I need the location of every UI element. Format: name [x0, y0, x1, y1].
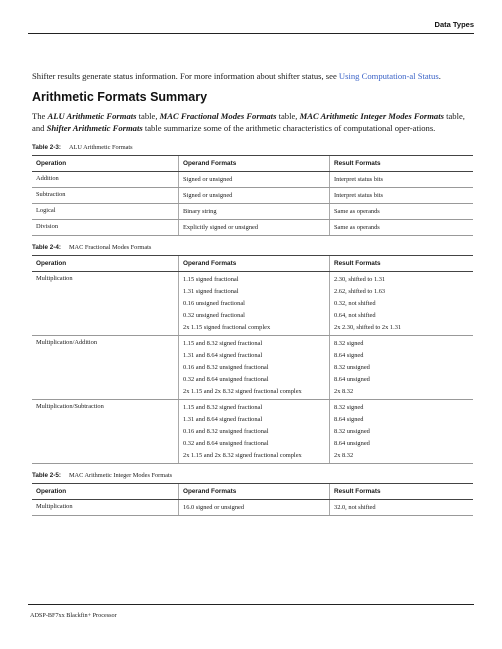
operand-format: Binary string	[183, 208, 217, 215]
computational-status-link[interactable]: Using Computation-al Status	[338, 71, 439, 81]
operation-cell: Division	[32, 220, 179, 236]
operand-format: 2x 1.15 signed fractional complex	[183, 324, 271, 331]
page-content	[32, 70, 473, 524]
operand-formats-cell	[179, 172, 330, 188]
table-caption	[32, 144, 473, 151]
operand-formats-cell	[179, 204, 330, 220]
summary-text: table, and	[32, 111, 465, 133]
table-number: Table 2-4:	[32, 244, 61, 251]
column-header: Operation	[32, 156, 179, 172]
result-format: 2x 8.32	[334, 388, 354, 395]
operation-cell: Subtraction	[32, 188, 179, 204]
table-caption	[32, 244, 473, 251]
operation-cell: Logical	[32, 204, 179, 220]
result-formats-cell	[330, 220, 474, 236]
result-format: 8.32 unsigned	[334, 428, 370, 435]
column-header: Operand Formats	[179, 156, 330, 172]
table-row	[32, 336, 473, 400]
operand-format: 16.0 signed or unsigned	[183, 504, 245, 511]
table-row	[32, 220, 473, 236]
operand-formats-cell	[179, 188, 330, 204]
operation-cell: Multiplication	[32, 272, 179, 336]
operand-formats-cell	[179, 220, 330, 236]
footer-text: ADSP-BF7xx Blackfin+ Processor	[30, 612, 117, 619]
operand-formats-cell	[179, 336, 330, 400]
table-caption	[32, 472, 473, 479]
result-formats-cell	[330, 172, 474, 188]
operand-formats-cell	[179, 272, 330, 336]
table-header-row	[32, 484, 473, 500]
result-formats-cell	[330, 500, 474, 516]
table-row	[32, 272, 473, 336]
result-format: Same as operands	[334, 208, 380, 215]
operand-format: 2x 1.15 and 2x 8.32 signed fractional complex	[183, 452, 302, 459]
operand-format: 1.15 and 8.32 signed fractional	[183, 340, 263, 347]
summary-text: table,	[276, 111, 300, 121]
column-header: Result Formats	[330, 256, 474, 272]
table-header-row	[32, 256, 473, 272]
result-format: 8.64 signed	[334, 416, 364, 423]
operand-format: Explicitly signed or unsigned	[183, 224, 259, 231]
column-header: Operation	[32, 256, 179, 272]
table-number: Table 2-3:	[32, 144, 61, 151]
result-format: 8.32 unsigned	[334, 364, 370, 371]
column-header: Operation	[32, 484, 179, 500]
operation-cell: Multiplication	[32, 500, 179, 516]
summary-text: table,	[136, 111, 160, 121]
result-format: 8.32 signed	[334, 340, 364, 347]
operand-format: 1.15 signed fractional	[183, 276, 239, 283]
result-format: 8.64 signed	[334, 352, 364, 359]
operand-formats-cell	[179, 500, 330, 516]
table-row	[32, 172, 473, 188]
formats-table	[32, 483, 473, 516]
table-title: MAC Fractional Modes Formats	[68, 244, 152, 251]
operand-formats-cell	[179, 400, 330, 464]
operand-format: 1.15 and 8.32 signed fractional	[183, 404, 263, 411]
table-ref-shifter: Shifter Arithmetic Formats	[46, 123, 143, 133]
table-ref-alu: ALU Arithmetic Formats	[47, 111, 137, 121]
format-tables	[32, 144, 473, 516]
table-ref-mac-integer: MAC Arithmetic Integer Modes Formats	[299, 111, 444, 121]
table-ref-mac-fractional: MAC Fractional Modes Formats	[159, 111, 277, 121]
result-format: Interpret status bits	[334, 192, 383, 199]
result-formats-cell	[330, 272, 474, 336]
table-title: MAC Arithmetic Integer Modes Formats	[68, 472, 173, 479]
result-format: 2x 2.30, shifted to 2x 1.31	[334, 324, 402, 331]
result-format: 8.64 unsigned	[334, 376, 370, 383]
operand-format: Signed or unsigned	[183, 176, 233, 183]
operand-format: 0.16 unsigned fractional	[183, 300, 245, 307]
summary-text: table summarize some of the arithmetic characteristics of computational oper-ations.	[142, 123, 436, 133]
operation-cell: Multiplication/Addition	[32, 336, 179, 400]
operand-format: 1.31 signed fractional	[183, 288, 239, 295]
operand-format: 2x 1.15 and 2x 8.32 signed fractional complex	[183, 388, 302, 395]
column-header: Result Formats	[330, 484, 474, 500]
result-format: 8.32 signed	[334, 404, 364, 411]
intro-paragraph	[32, 70, 473, 82]
operand-format: 0.32 unsigned fractional	[183, 312, 245, 319]
operand-format: 0.32 and 8.64 unsigned fractional	[183, 440, 269, 447]
column-header: Operand Formats	[179, 484, 330, 500]
summary-text: The	[32, 111, 48, 121]
result-formats-cell	[330, 204, 474, 220]
operand-format: 0.32 and 8.64 unsigned fractional	[183, 376, 269, 383]
result-formats-cell	[330, 188, 474, 204]
result-format: 2.30, shifted to 1.31	[334, 276, 386, 283]
operand-format: 1.31 and 8.64 signed fractional	[183, 416, 263, 423]
operation-cell: Addition	[32, 172, 179, 188]
result-format: 0.64, not shifted	[334, 312, 376, 319]
result-format: 0.32, not shifted	[334, 300, 376, 307]
table-header-row	[32, 156, 473, 172]
table-row	[32, 188, 473, 204]
result-format: 8.64 unsigned	[334, 440, 370, 447]
header-divider	[28, 33, 474, 34]
result-format: Same as operands	[334, 224, 380, 231]
summary-paragraph	[32, 110, 473, 134]
operation-cell: Multiplication/Subtraction	[32, 400, 179, 464]
table-row	[32, 204, 473, 220]
operand-format: 0.16 and 8.32 unsigned fractional	[183, 428, 269, 435]
intro-period: .	[438, 71, 441, 81]
intro-text: Shifter results generate status information. For more information about shifter status, see	[32, 71, 339, 81]
column-header: Result Formats	[330, 156, 474, 172]
table-row	[32, 500, 473, 516]
result-formats-cell	[330, 336, 474, 400]
result-format: Interpret status bits	[334, 176, 383, 183]
result-format: 2x 8.32	[334, 452, 354, 459]
formats-table	[32, 155, 473, 236]
operand-format: Signed or unsigned	[183, 192, 233, 199]
table-row	[32, 400, 473, 464]
operand-format: 0.16 and 8.32 unsigned fractional	[183, 364, 269, 371]
table-title: ALU Arithmetic Formats	[68, 144, 133, 151]
result-format: 2.62, shifted to 1.63	[334, 288, 386, 295]
operand-format: 1.31 and 8.64 signed fractional	[183, 352, 263, 359]
result-formats-cell	[330, 400, 474, 464]
result-format: 32.0, not shifted	[334, 504, 376, 511]
table-number: Table 2-5:	[32, 472, 61, 479]
footer-divider	[28, 604, 474, 605]
section-heading: Arithmetic Formats Summary	[32, 90, 208, 104]
running-header: Data Types	[434, 20, 474, 29]
column-header: Operand Formats	[179, 256, 330, 272]
formats-table	[32, 255, 473, 464]
